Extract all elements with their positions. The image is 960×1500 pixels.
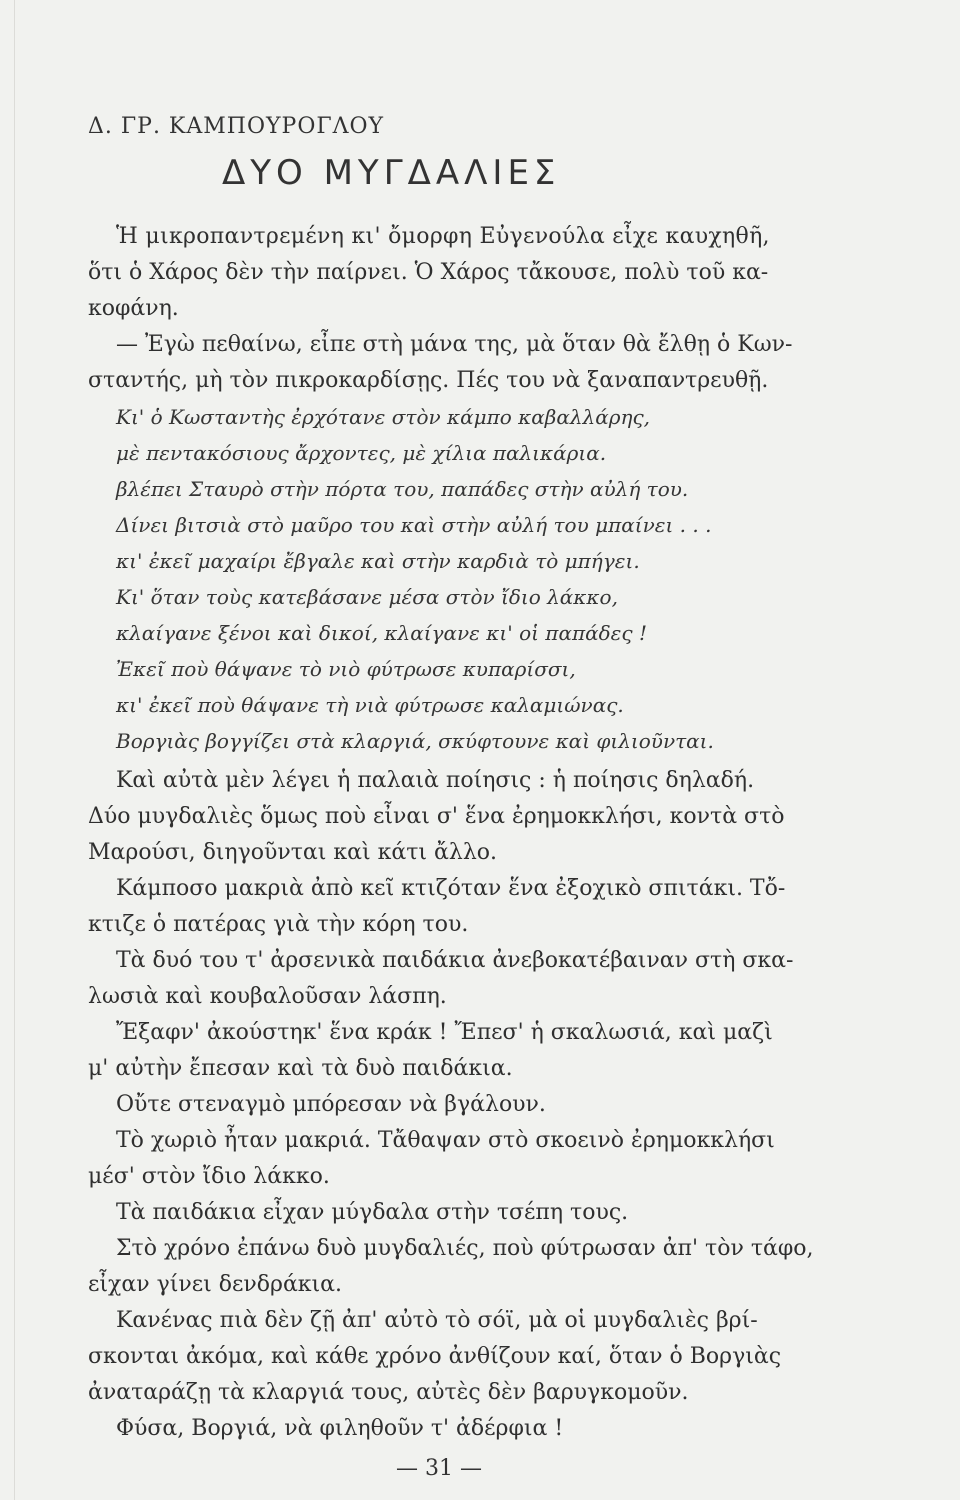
prose-line: εἶχαν γίνει δενδράκια.: [88, 1272, 343, 1297]
verse-line: Κι' ὁ Κωσταντὴς ἐρχότανε στὸν κάμπο καβαλλάρης,: [116, 405, 651, 429]
verse-line: μὲ πεντακόσιους ἄρχοντες, μὲ χίλια παλικάρια.: [116, 441, 607, 465]
verse-line: βλέπει Σταυρὸ στὴν πόρτα του, παπάδες στὴν αὐλή του.: [116, 477, 689, 501]
intro-line: — Ἐγὼ πεθαίνω, εἶπε στὴ μάνα της, μὰ ὅταν θὰ ἔλθῃ ὁ Κων-: [116, 332, 793, 357]
prose-line: Οὔτε στεναγμὸ μπόρεσαν νὰ βγάλουν.: [116, 1092, 546, 1117]
prose-line: λωσιὰ καὶ κουβαλοῦσαν λάσπη.: [88, 984, 447, 1009]
verse-line: Βοργιὰς βογγίζει στὰ κλαργιά, σκύφτουνε καὶ φιλιοῦνται.: [116, 729, 714, 753]
verse-line: κι' ἐκεῖ ποὺ θάψανε τὴ νιὰ φύτρωσε καλαμιώνας.: [116, 693, 624, 717]
intro-line: κοφάνη.: [88, 296, 179, 321]
prose-line: Ἔξαφν' ἀκούστηκ' ἕνα κράκ ! Ἔπεσ' ἡ σκαλωσιά, καὶ μαζὶ: [116, 1020, 773, 1045]
intro-line: ὅτι ὁ Χάρος δὲν τὴν παίρνει. Ὁ Χάρος τἄκουσε, πολὺ τοῦ κα-: [88, 260, 769, 285]
prose-line: Στὸ χρόνο ἐπάνω δυὸ μυγδαλιές, ποὺ φύτρωσαν ἀπ' τὸν τάφο,: [116, 1236, 814, 1261]
prose-line: ἀναταράζῃ τὰ κλαργιά τους, αὐτὲς δὲν βαρυγκομοῦν.: [88, 1380, 689, 1405]
prose-line: Μαρούσι, διηγοῦνται καὶ κάτι ἄλλο.: [88, 840, 498, 865]
intro-line: σταντής, μὴ τὸν πικροκαρδίσῃς. Πές του νὰ ξαναπαντρευθῇ.: [88, 368, 769, 393]
prose-line: μ' αὐτὴν ἔπεσαν καὶ τὰ δυὸ παιδάκια.: [88, 1056, 513, 1081]
prose-line: Τὰ δυό του τ' ἀρσενικὰ παιδάκια ἀνεβοκατέβαιναν στὴ σκα-: [116, 948, 794, 973]
verse-line: Ἐκεῖ ποὺ θάψανε τὸ νιὸ φύτρωσε κυπαρίσσι,: [116, 657, 576, 681]
prose-line: Φύσα, Βοργιά, νὰ φιληθοῦν τ' ἀδέρφια !: [116, 1416, 564, 1441]
prose-line: Κανένας πιὰ δὲν ζῇ ἀπ' αὐτὸ τὸ σόϊ, μὰ οἱ μυγδαλιὲς βρί-: [116, 1308, 758, 1333]
prose-line: σκονται ἀκόμα, καὶ κάθε χρόνο ἀνθίζουν καί, ὅταν ὁ Βοργιὰς: [88, 1344, 782, 1369]
author-name: Δ. ΓΡ. ΚΑΜΠΟΥΡΟΓΛΟΥ: [88, 114, 385, 139]
verse-line: κλαίγανε ξένοι καὶ δικοί, κλαίγανε κι' οἱ παπάδες !: [116, 621, 647, 645]
story-title: ΔΥΟ ΜΥΓΔΑΛΙΕΣ: [222, 153, 561, 193]
verse-line: Δίνει βιτσιὰ στὸ μαῦρο του καὶ στὴν αὐλή του μπαίνει . . .: [116, 513, 712, 537]
page-number: — 31 —: [396, 1456, 482, 1481]
page-spine: [14, 0, 15, 1500]
prose-line: κτιζε ὁ πατέρας γιὰ τὴν κόρη του.: [88, 912, 469, 937]
prose-line: Δύο μυγδαλιὲς ὅμως ποὺ εἶναι σ' ἕνα ἐρημοκκλήσι, κοντὰ στὸ: [88, 804, 785, 829]
prose-line: Τὸ χωριὸ ἦταν μακριά. Τἄθαψαν στὸ σκοεινὸ ἐρημοκκλήσι: [116, 1128, 775, 1153]
prose-line: Καὶ αὐτὰ μὲν λέγει ἡ παλαιὰ ποίησις : ἡ ποίησις δηλαδή.: [116, 768, 755, 793]
verse-line: κι' ἐκεῖ μαχαίρι ἔβγαλε καὶ στὴν καρδιὰ τὸ μπήγει.: [116, 549, 640, 573]
prose-line: μέσ' στὸν ἴδιο λάκκο.: [88, 1164, 330, 1189]
prose-line: Τὰ παιδάκια εἶχαν μύγδαλα στὴν τσέπη τους.: [116, 1200, 629, 1225]
prose-line: Κάμποσο μακριὰ ἀπὸ κεῖ κτιζόταν ἕνα ἐξοχικὸ σπιτάκι. Τὄ-: [116, 876, 786, 901]
verse-line: Κι' ὅταν τοὺς κατεβάσανε μέσα στὸν ἴδιο λάκκο,: [116, 585, 618, 609]
intro-line: Ἡ μικροπαντρεμένη κι' ὄμορφη Εὐγενούλα εἶχε καυχηθῆ,: [116, 224, 770, 249]
